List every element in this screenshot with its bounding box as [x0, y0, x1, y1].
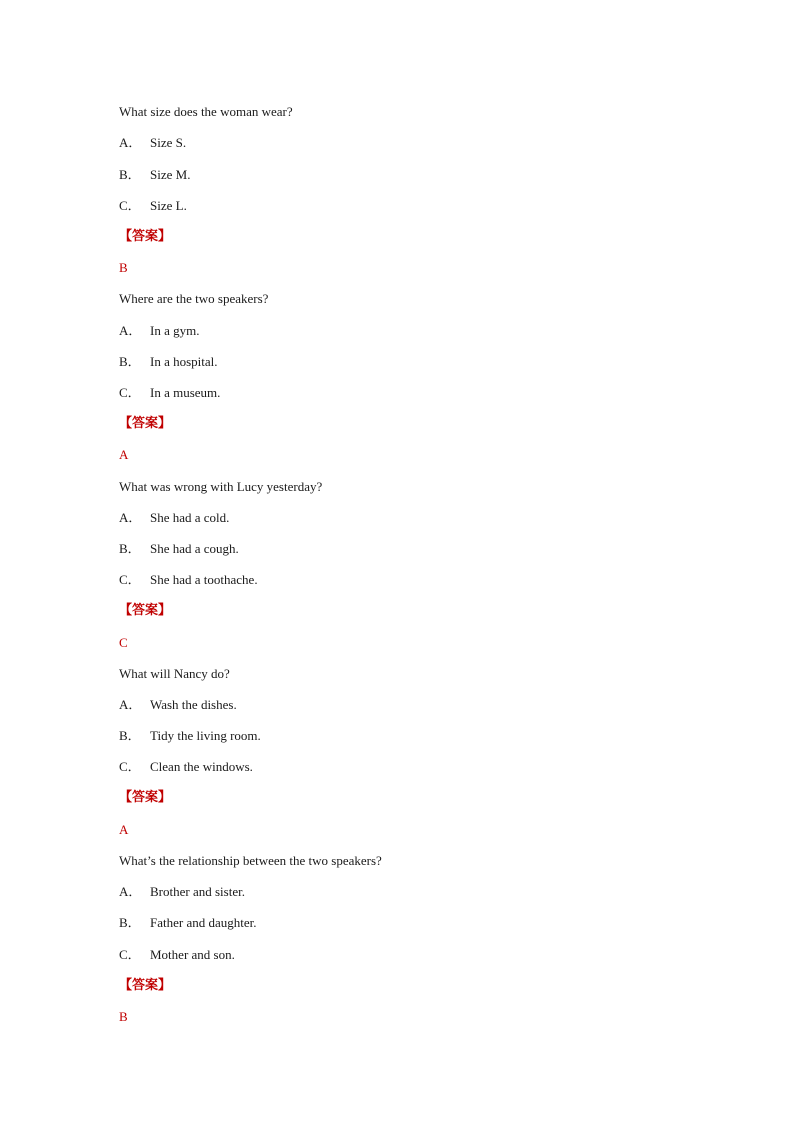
answer-value: B — [119, 260, 128, 275]
option-letter: C． — [119, 572, 141, 587]
option-a — [119, 510, 229, 526]
option-letter: C． — [119, 947, 141, 962]
option-b — [119, 915, 257, 931]
question-text: What size does the woman wear? — [119, 104, 293, 119]
option-text: In a gym. — [150, 323, 200, 338]
answer-label: 【答案】 — [119, 978, 172, 993]
answer-value: C — [119, 635, 128, 650]
option-letter: B． — [119, 728, 141, 743]
option-letter: A． — [119, 510, 142, 525]
option-text: Size L. — [150, 198, 187, 213]
option-letter: C． — [119, 385, 141, 400]
option-c — [119, 198, 187, 214]
option-a — [119, 135, 186, 151]
option-b — [119, 167, 190, 183]
option-a — [119, 323, 199, 339]
option-c — [119, 385, 220, 401]
question-text: What will Nancy do? — [119, 666, 230, 681]
option-letter: A． — [119, 323, 142, 338]
option-letter: C． — [119, 759, 141, 774]
option-c — [119, 572, 258, 588]
option-text: Brother and sister. — [150, 884, 245, 899]
question-text: What’s the relationship between the two speakers? — [119, 853, 382, 868]
option-c — [119, 759, 253, 775]
option-letter: A． — [119, 697, 142, 712]
option-a — [119, 697, 237, 713]
option-text: In a museum. — [150, 385, 221, 400]
option-text: She had a cough. — [150, 541, 239, 556]
option-b — [119, 541, 239, 557]
option-letter: B． — [119, 354, 141, 369]
option-letter: B． — [119, 915, 141, 930]
option-text: Father and daughter. — [150, 915, 257, 930]
option-letter: C． — [119, 198, 141, 213]
option-text: Size S. — [150, 135, 187, 150]
option-text: Tidy the living room. — [150, 728, 261, 743]
question-text: What was wrong with Lucy yesterday? — [119, 479, 323, 494]
answer-label: 【答案】 — [119, 229, 172, 244]
option-a — [119, 884, 245, 900]
option-text: Mother and son. — [150, 947, 235, 962]
option-b — [119, 354, 218, 370]
answer-label: 【答案】 — [119, 790, 172, 805]
option-letter: A． — [119, 884, 142, 899]
answer-value: A — [119, 822, 129, 837]
option-text: Size M. — [150, 167, 191, 182]
answer-value: A — [119, 447, 129, 462]
option-text: She had a toothache. — [150, 572, 258, 587]
option-text: In a hospital. — [150, 354, 218, 369]
option-b — [119, 728, 261, 744]
question-text: Where are the two speakers? — [119, 291, 269, 306]
answer-value: B — [119, 1009, 128, 1024]
option-letter: A． — [119, 135, 142, 150]
answer-label: 【答案】 — [119, 416, 172, 431]
option-letter: B． — [119, 541, 141, 556]
option-text: Clean the windows. — [150, 759, 253, 774]
option-text: She had a cold. — [150, 510, 230, 525]
option-c — [119, 947, 235, 963]
option-letter: B． — [119, 167, 141, 182]
option-text: Wash the dishes. — [150, 697, 237, 712]
answer-label: 【答案】 — [119, 603, 172, 618]
